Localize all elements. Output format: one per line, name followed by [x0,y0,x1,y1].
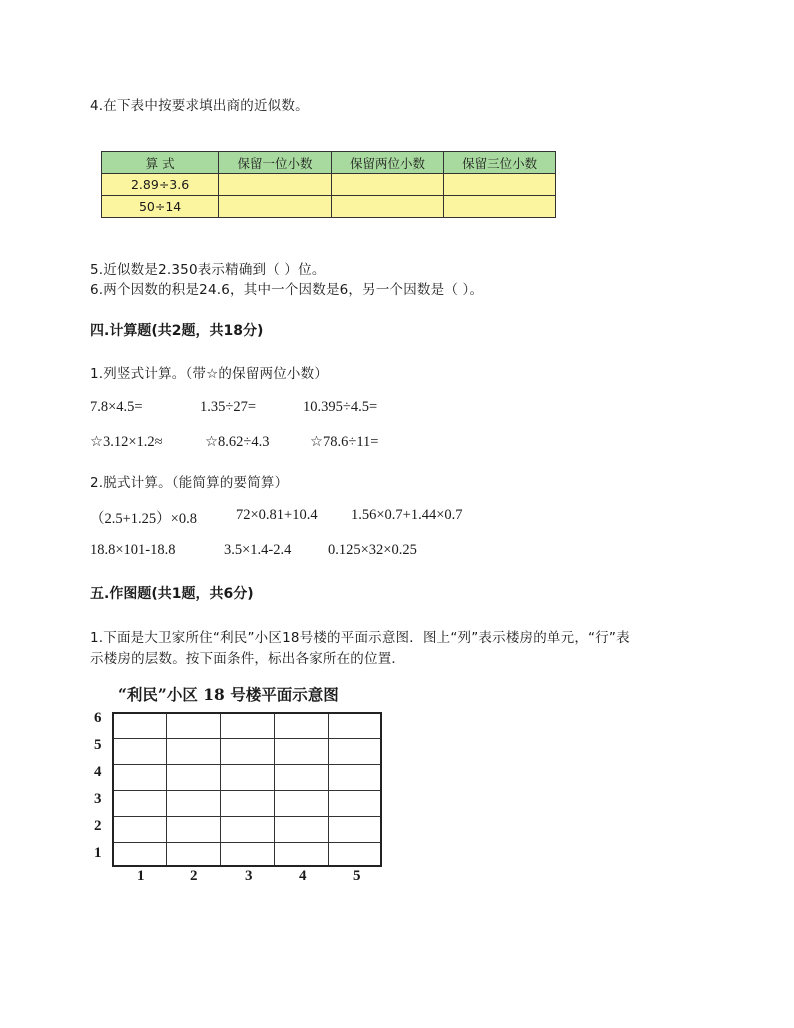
table-row [102,196,556,218]
table-cell-expression: 2.89÷3.6 [102,174,219,196]
expression: 72×0.81+10.4 [236,507,318,523]
column-label: 3 [245,868,253,884]
grid-line [220,714,221,865]
question-6-text: 6.两个因数的积是24.6，其中一个因数是6，另一个因数是（ ）。 [90,282,484,298]
row-label: 1 [94,845,102,861]
row-label: 4 [94,764,102,780]
expression: ☆8.62÷4.3 [205,434,270,450]
table-row [102,174,556,196]
approximation-table [101,151,556,218]
table-header-row [102,152,556,174]
table-header-cell: 算 式 [102,152,219,174]
section-5-heading: 五.作图题(共1题，共6分) [90,586,254,602]
grid-line [114,842,380,843]
expression: 10.395÷4.5= [303,399,378,415]
table-cell-expression: 50÷14 [102,196,219,218]
expression: （2.5+1.25）×0.8 [90,511,197,527]
column-label: 4 [299,868,307,884]
grid-line [166,714,167,865]
expression: ☆78.6÷11= [310,434,379,450]
floor-plan-title: “利民”小区 18 号楼平面示意图 [118,685,339,704]
table-cell-answer[interactable] [331,196,444,218]
table-cell-answer[interactable] [444,174,556,196]
row-label: 3 [94,791,102,807]
table-cell-answer[interactable] [331,174,444,196]
row-label: 2 [94,818,102,834]
section-4-heading: 四.计算题(共2题，共18分) [90,323,264,339]
section-4-q1-title: 1.列竖式计算。（带☆的保留两位小数） [90,366,329,382]
section-5-q1-line2: 示楼房的层数。按下面条件，标出各家所在的位置． [90,651,406,667]
table-cell-answer[interactable] [219,196,332,218]
grid-line [274,714,275,865]
expression: 18.8×101-18.8 [90,542,176,558]
expression: ☆3.12×1.2≈ [90,434,163,450]
question-5-text: 5.近似数是2.350表示精确到（ ）位。 [90,262,326,278]
column-label: 1 [137,868,145,884]
column-label: 2 [190,868,198,884]
expression: 1.56×0.7+1.44×0.7 [351,507,463,523]
row-label: 5 [94,737,102,753]
expression: 0.125×32×0.25 [328,542,417,558]
table-cell-answer[interactable] [219,174,332,196]
question-4-text: 4.在下表中按要求填出商的近似数。 [90,98,309,114]
row-label: 6 [94,710,102,726]
grid-line [114,816,380,817]
table-cell-answer[interactable] [444,196,556,218]
grid-line [114,738,380,739]
grid-line [114,764,380,765]
section-5-q1-line1: 1.下面是大卫家所住“利民”小区18号楼的平面示意图．图上“列”表示楼房的单元，“行”表 [90,630,630,646]
floor-plan-grid [112,712,382,867]
table-header-cell: 保留一位小数 [219,152,332,174]
table-header-cell: 保留三位小数 [444,152,556,174]
expression: 7.8×4.5= [90,399,143,415]
grid-line [114,790,380,791]
column-label: 5 [353,868,361,884]
expression: 1.35÷27= [200,399,257,415]
expression: 3.5×1.4-2.4 [224,542,292,558]
grid-line [328,714,329,865]
section-4-q2-title: 2.脱式计算。（能简算的要简算） [90,475,289,491]
table-header-cell: 保留两位小数 [331,152,444,174]
